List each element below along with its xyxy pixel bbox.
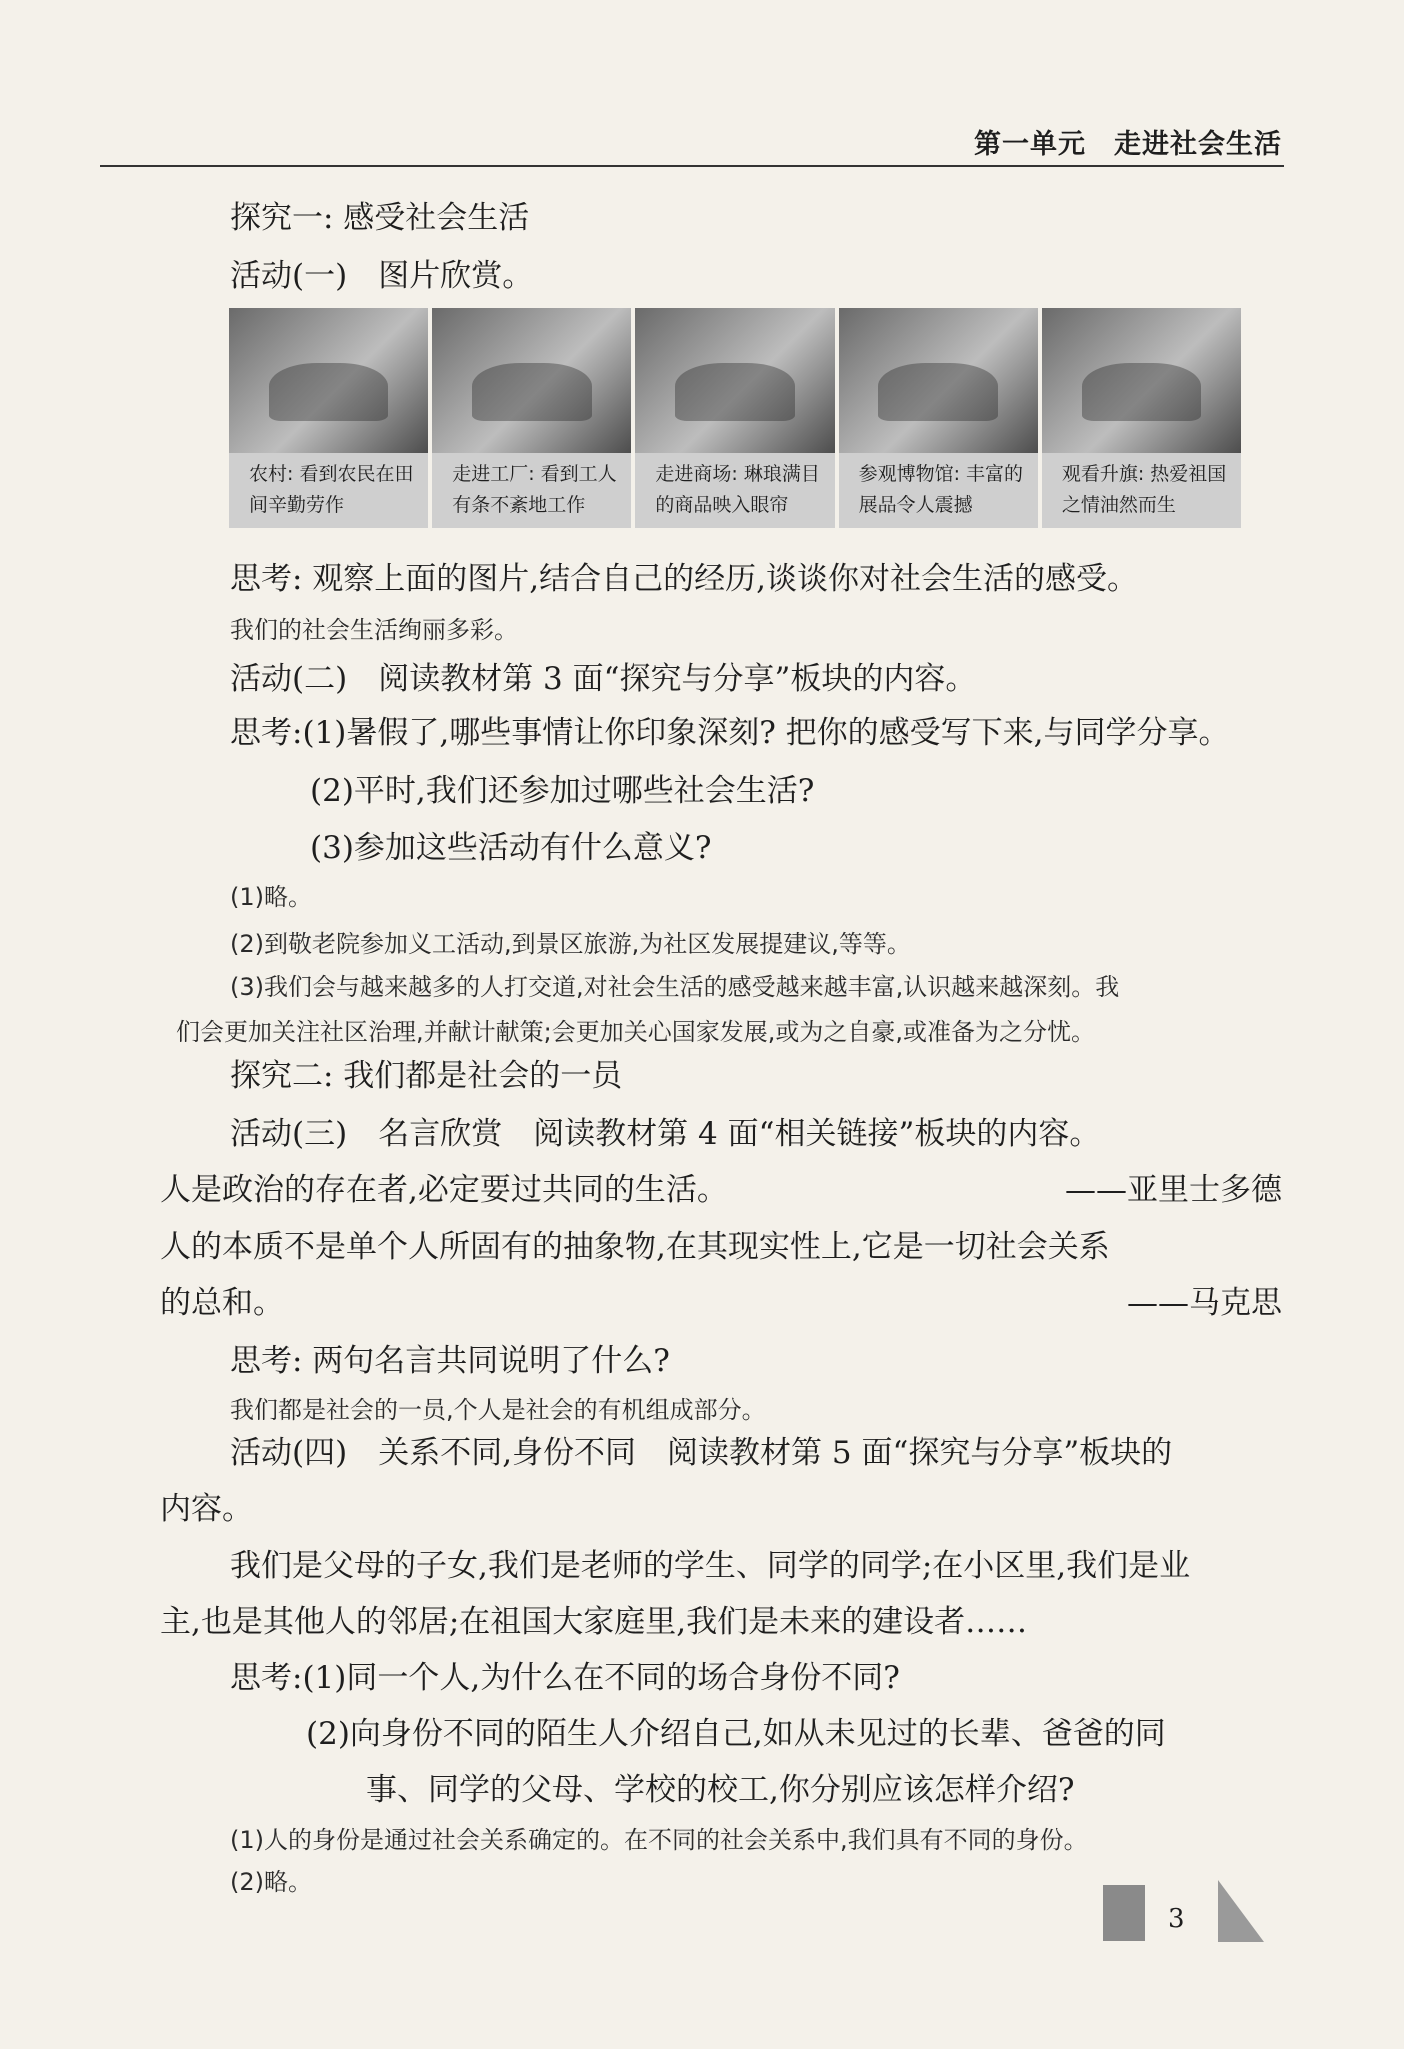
activity4-think1: 思考:(1)同一个人,为什么在不同的场合身份不同? <box>230 1660 900 1696</box>
photo-factory <box>432 308 631 528</box>
photo-image <box>1042 308 1241 453</box>
activity1-answer: 我们的社会生活绚丽多彩。 <box>230 616 518 644</box>
photo-image <box>229 308 428 453</box>
activity1-title: 活动(一) 图片欣赏。 <box>230 258 534 294</box>
quote-marx-cont: 的总和。 <box>160 1285 284 1321</box>
photo-image <box>432 308 631 453</box>
activity1-think: 思考: 观察上面的图片,结合自己的经历,谈谈你对社会生活的感受。 <box>230 561 1139 597</box>
photo-rural <box>229 308 428 528</box>
activity4-answer1: (1)人的身份是通过社会关系确定的。在不同的社会关系中,我们具有不同的身份。 <box>230 1826 1088 1854</box>
photo-caption: 农村: 看到农民在田间辛勤劳作 <box>229 453 428 528</box>
header-title: 第一单元 走进社会生活 <box>974 129 1282 160</box>
activity2-answer3: (3)我们会与越来越多的人打交道,对社会生活的感受越来越丰富,认识越来越深刻。我 <box>230 973 1120 1001</box>
photo-flag-raising <box>1042 308 1241 528</box>
activity4-title-cont: 内容。 <box>160 1491 253 1527</box>
activity4-title: 活动(四) 关系不同,身份不同 阅读教材第 5 面“探究与分享”板块的 <box>230 1435 1173 1471</box>
activity2-answer3-cont: 们会更加关注社区治理,并献计献策;会更加关心国家发展,或为之自豪,或准备为之分忧。 <box>176 1018 1095 1046</box>
inquiry1-title: 探究一: 感受社会生活 <box>230 200 530 236</box>
activity2-think3: (3)参加这些活动有什么意义? <box>310 830 712 866</box>
header-rule <box>100 165 1284 167</box>
activity3-answer: 我们都是社会的一员,个人是社会的有机组成部分。 <box>230 1396 766 1424</box>
photo-caption: 走进商场: 琳琅满目的商品映入眼帘 <box>635 453 834 528</box>
inquiry2-title: 探究二: 我们都是社会的一员 <box>230 1058 623 1094</box>
activity4-text-cont: 主,也是其他人的邻居;在祖国大家庭里,我们是未来的建设者…… <box>160 1604 1028 1640</box>
photo-image <box>635 308 834 453</box>
quote-aristotle-author: ——亚里士多德 <box>1065 1172 1282 1208</box>
activity4-think2: (2)向身份不同的陌生人介绍自己,如从未见过的长辈、爸爸的同 <box>306 1716 1166 1752</box>
activity4-think2-cont: 事、同学的父母、学校的校工,你分别应该怎样介绍? <box>366 1772 1075 1808</box>
activity2-answer2: (2)到敬老院参加义工活动,到景区旅游,为社区发展提建议,等等。 <box>230 930 911 958</box>
photo-caption: 参观博物馆: 丰富的展品令人震撼 <box>839 453 1038 528</box>
activity2-answer1: (1)略。 <box>230 883 312 911</box>
quote-aristotle: 人是政治的存在者,必定要过共同的生活。 <box>160 1172 728 1208</box>
activity2-think1: 思考:(1)暑假了,哪些事情让你印象深刻? 把你的感受写下来,与同学分享。 <box>230 715 1230 751</box>
page-number: 3 <box>1168 1904 1185 1934</box>
activity2-think2: (2)平时,我们还参加过哪些社会生活? <box>310 773 815 809</box>
photo-caption: 走进工厂: 看到工人有条不紊地工作 <box>432 453 631 528</box>
photo-mall <box>635 308 834 528</box>
photo-strip <box>229 308 1241 528</box>
page-corner-triangle <box>1218 1880 1264 1942</box>
photo-museum <box>839 308 1038 528</box>
activity3-title: 活动(三) 名言欣赏 阅读教材第 4 面“相关链接”板块的内容。 <box>230 1116 1101 1152</box>
activity3-think: 思考: 两句名言共同说明了什么? <box>230 1343 670 1379</box>
activity4-answer2: (2)略。 <box>230 1868 312 1896</box>
quote-marx: 人的本质不是单个人所固有的抽象物,在其现实性上,它是一切社会关系 <box>160 1229 1110 1265</box>
photo-image <box>839 308 1038 453</box>
activity2-title: 活动(二) 阅读教材第 3 面“探究与分享”板块的内容。 <box>230 661 977 697</box>
photo-caption: 观看升旗: 热爱祖国之情油然而生 <box>1042 453 1241 528</box>
page-decoration-block <box>1103 1885 1145 1941</box>
activity4-text: 我们是父母的子女,我们是老师的学生、同学的同学;在小区里,我们是业 <box>230 1548 1191 1584</box>
quote-marx-author: ——马克思 <box>1127 1285 1282 1321</box>
